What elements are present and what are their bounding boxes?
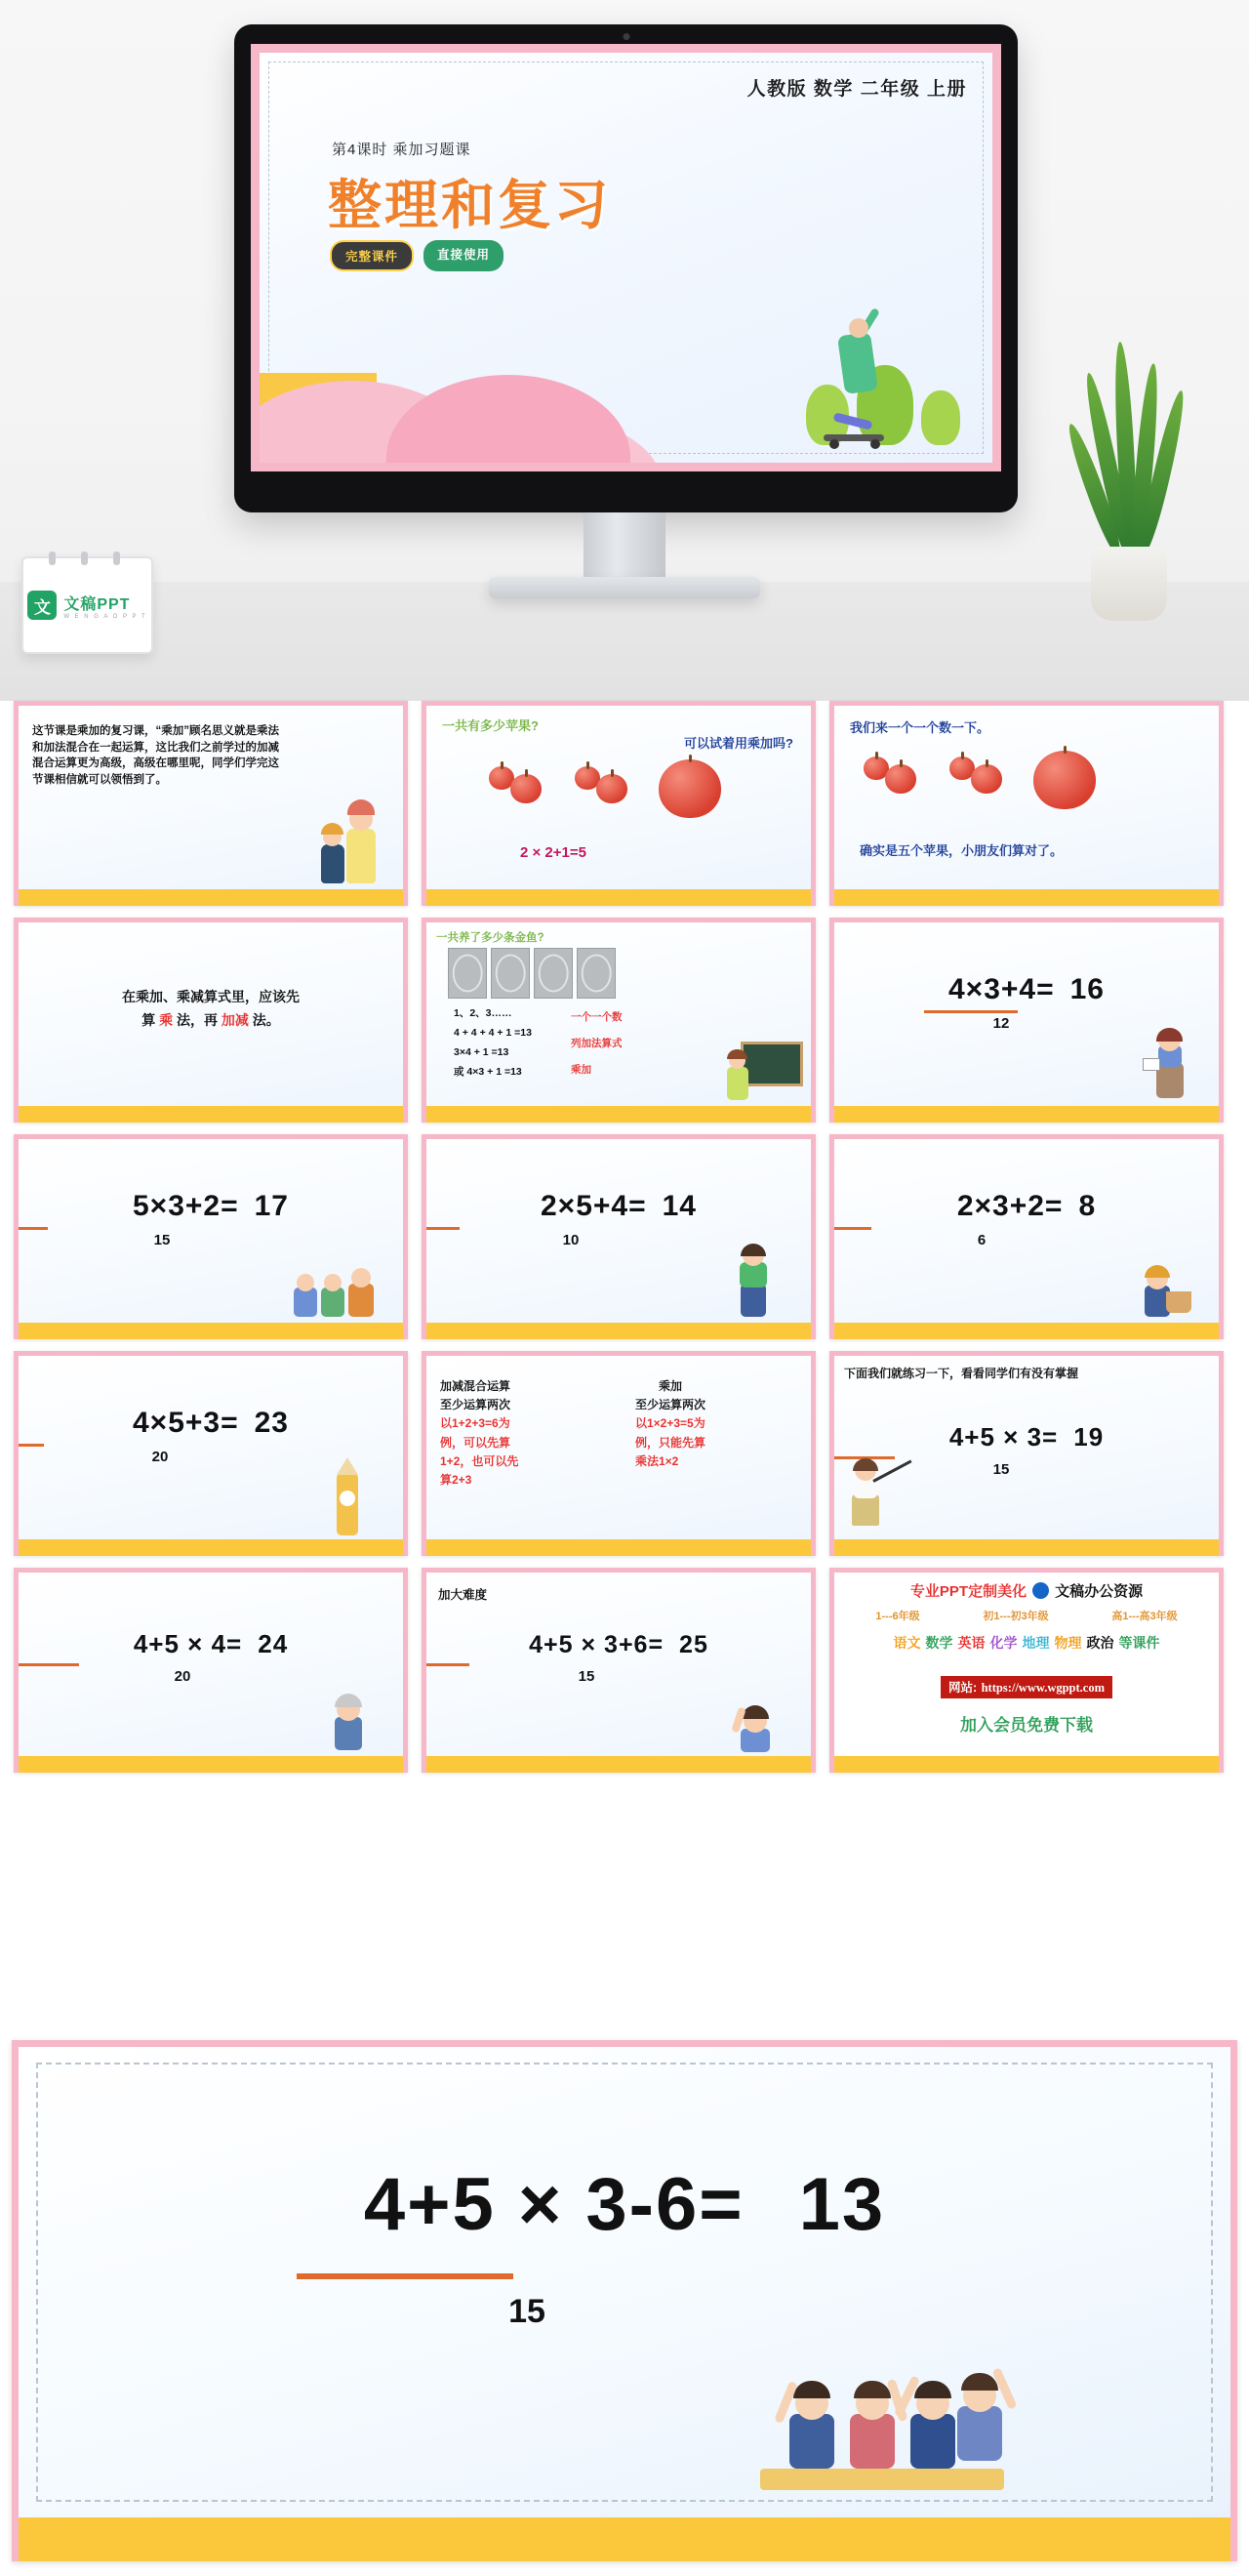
slide02-formula: 2 × 2+1=5: [520, 844, 586, 861]
slide05-row1-right: 一个一个数: [571, 1011, 623, 1023]
apple-icon: [971, 764, 1002, 794]
slide07-underbar: [19, 1227, 48, 1230]
thumbnail-footer-band: [834, 1105, 1219, 1123]
feature-expr: 4+5 × 3-6=: [363, 2163, 745, 2246]
decor-hill: [386, 375, 630, 463]
feature-dashed-border: [36, 2063, 1213, 2502]
thumbnail-footer-band: [426, 888, 811, 906]
thumbnail-footer-band: [426, 1538, 811, 1556]
slide04-rule-line1: 在乘加、乘减算式里，应该先: [122, 989, 300, 1004]
badge-group: [330, 240, 504, 271]
slide14-header: 加大难度: [438, 1588, 488, 1602]
slide13-underbar: [19, 1663, 79, 1666]
feature-equation: [19, 2162, 1230, 2247]
badge-direct-use: 直接使用: [423, 240, 504, 271]
slide10-expr: 4×5+3=: [133, 1407, 239, 1439]
thumbnail-row: [14, 1351, 1235, 1556]
slide14-underbar: [426, 1663, 469, 1666]
skater-body: [837, 332, 878, 394]
brand-name: 文稿PPT: [63, 595, 131, 613]
slide06-sub: 12: [992, 1015, 1010, 1032]
feature-slide: [19, 2047, 1230, 2517]
promo-subject-2: 数学: [925, 1635, 953, 1651]
slide02-question: 一共有多少苹果?: [442, 718, 539, 733]
slide09-expr: 2×3+2=: [956, 1190, 1064, 1222]
brand-subtitle: W E N G A O P P T: [63, 613, 147, 620]
slide05-row4-left: 或 4×3 + 1 =13: [454, 1065, 522, 1078]
kid-with-basket-figure: [1127, 1247, 1191, 1317]
classroom-desk: [760, 2469, 1004, 2490]
slide13-expr: 4+5 × 4=: [133, 1629, 243, 1658]
skater-head: [849, 318, 868, 338]
slide-thumbnail-13[interactable]: [14, 1568, 408, 1773]
fishbowl-photo: [448, 948, 487, 999]
slide-thumbnail-12[interactable]: [829, 1351, 1224, 1556]
slide-thumbnail-04[interactable]: [14, 918, 408, 1123]
teacher-pointer-figure: [846, 1457, 914, 1526]
fishbowl-photo: [577, 948, 616, 999]
slide-thumbnail-14[interactable]: [422, 1568, 816, 1773]
feature-footer-band: [19, 2511, 1230, 2561]
slide-thumbnail-01[interactable]: [14, 701, 408, 906]
slide11-right-detail-1: 以1×2+3=5为: [635, 1416, 705, 1431]
slide11-right-title: 乘加: [659, 1379, 683, 1393]
apple-icon: [885, 764, 916, 794]
promo-headline-left: 专业PPT定制美化: [909, 1583, 1027, 1600]
promo-grade-2: 初1---初3年级: [983, 1611, 1049, 1622]
slide14-equation: [426, 1631, 811, 1685]
plant-pot: [1091, 547, 1167, 621]
promo-subject-4: 化学: [989, 1635, 1018, 1651]
slide05-row2-right: 列加法算式: [571, 1037, 623, 1049]
slide04-rule-hl2: 加减: [221, 1012, 249, 1029]
slide14-sub: 15: [578, 1668, 595, 1685]
promo-headline-right: 文稿办公资源: [1055, 1583, 1144, 1600]
slide13-equation: [19, 1629, 403, 1685]
slide11-right-detail-3: 乘法1×2: [635, 1453, 679, 1468]
slide14-result: 25: [679, 1631, 708, 1658]
slide05-row1-left: 1、2、3……: [454, 1007, 512, 1019]
slide09-sub: 6: [977, 1232, 987, 1248]
promo-grade-3: 高1---高3年级: [1111, 1611, 1178, 1622]
teacher-and-girl-figure: [303, 790, 382, 883]
slide05-row3-left: 3×4 + 1 =13: [454, 1045, 509, 1058]
slide06-equation: [834, 973, 1219, 1032]
monitor-stand-base: [489, 577, 760, 598]
slide-thumbnail-06[interactable]: [829, 918, 1224, 1123]
thumbnail-footer-band: [19, 1538, 403, 1556]
feature-sub: 15: [508, 2293, 545, 2330]
desk-calendar: [21, 556, 153, 654]
monitor-mockup: [234, 24, 1018, 512]
skateboard-wheel: [829, 439, 839, 449]
slide10-underbar: [19, 1444, 44, 1447]
slide-thumbnail-05[interactable]: [422, 918, 816, 1123]
slide-thumbnail-09[interactable]: [829, 1134, 1224, 1339]
slide11-left-title: 加减混合运算: [440, 1379, 511, 1393]
slide-thumbnail-02[interactable]: [422, 701, 816, 906]
thumbnail-footer-band: [19, 1755, 403, 1773]
slide03-question: 我们来一个一个数一下。: [850, 720, 990, 735]
boy-at-blackboard-figure: [715, 1030, 803, 1100]
slide-thumbnail-07[interactable]: [14, 1134, 408, 1339]
slide11-left-detail-1: 以1+2+3=6为: [440, 1416, 510, 1431]
thumbnail-row: [14, 1134, 1235, 1339]
slide-thumbnail-08[interactable]: [422, 1134, 816, 1339]
slide12-sub: 15: [992, 1461, 1010, 1478]
slide12-result: 19: [1073, 1422, 1105, 1452]
promo-subject-7: 政治: [1086, 1635, 1114, 1651]
wg-logo-icon: [1032, 1582, 1049, 1599]
slide05-row3-right: 乘加: [571, 1063, 591, 1076]
thumbnail-footer-band: [834, 1755, 1219, 1773]
calendar-rings: [49, 552, 120, 565]
thumbnail-footer-band: [426, 1322, 811, 1339]
promo-site-label: 网站:: [947, 1681, 978, 1695]
slide08-sub: 10: [562, 1232, 580, 1248]
apple-icon: [1033, 751, 1096, 809]
slide11-left-detail-2: 例，可以先算: [440, 1435, 511, 1450]
promo-subject-1: 语文: [893, 1635, 921, 1651]
slide11-right-detail-2: 例，只能先算: [635, 1435, 706, 1450]
boy-standing-figure: [729, 1243, 778, 1317]
promo-subject-6: 物理: [1054, 1635, 1082, 1651]
promo-subject-3: 英语: [957, 1635, 986, 1651]
slide08-expr: 2×5+4=: [541, 1190, 647, 1222]
promo-subject-5: 地理: [1022, 1635, 1050, 1651]
slide-thumbnail-11[interactable]: [422, 1351, 816, 1556]
apple-icon: [510, 774, 542, 803]
slide10-result: 23: [254, 1407, 289, 1439]
promo-site-url[interactable]: https://www.wgppt.com: [981, 1681, 1106, 1695]
thumbnail-footer-band: [19, 888, 403, 906]
slide13-result: 24: [258, 1629, 289, 1658]
slide-thumbnail-grid: [0, 701, 1249, 1784]
slide-thumbnail-15[interactable]: [829, 1568, 1224, 1773]
slide11-left-detail-3: 1+2，也可以先: [440, 1453, 519, 1468]
slide13-sub: 20: [174, 1668, 191, 1685]
slide04-rule-hl1: 乘: [159, 1012, 174, 1029]
skateboard-wheel: [870, 439, 880, 449]
slide09-result: 8: [1078, 1190, 1097, 1222]
slide01-line-1: 这节课是乘加的复习课，“乘加”顾名思义就是乘法: [32, 725, 279, 737]
slide02-prompt: 可以试着用乘加吗?: [684, 736, 793, 751]
monitor-stand-neck: [584, 512, 665, 579]
feature-underbar: [297, 2273, 513, 2279]
thumbnail-footer-band: [19, 1322, 403, 1339]
slide01-line-3: 混合运算更为高级，高级在哪里呢，同学们学完这: [32, 757, 279, 770]
slide05-row2-left: 4 + 4 + 4 + 1 =13: [454, 1026, 532, 1039]
desk-surface: [0, 582, 1249, 701]
brand-mark-icon: 文: [27, 591, 57, 620]
slide07-expr: 5×3+2=: [133, 1190, 239, 1222]
slide08-result: 14: [662, 1190, 697, 1222]
slide08-underbar: [426, 1227, 460, 1230]
thumbnail-footer-band: [426, 1105, 811, 1123]
slide12-expr: 4+5 × 3=: [948, 1422, 1059, 1452]
thumbnail-footer-band: [834, 1322, 1219, 1339]
thumbnail-row: [14, 701, 1235, 906]
page-title: 整理和复习: [328, 175, 612, 235]
slide05-question: 一共养了多少条金鱼?: [436, 932, 544, 944]
tree-icon: [921, 390, 960, 445]
slide06-expr: 4×3+4=: [948, 973, 1055, 1005]
fishbowl-photo: [534, 948, 573, 999]
slide07-equation: [19, 1190, 403, 1248]
thumbnail-footer-band: [834, 1538, 1219, 1556]
girl-reading-figure: [1133, 1026, 1193, 1098]
pencil-character-figure: [325, 1453, 368, 1535]
slide01-line-2: 和加法混合在一起运算，这比我们之前学过的加减: [32, 741, 279, 754]
fishbowl-photo: [491, 948, 530, 999]
apple-icon: [596, 774, 627, 803]
slide07-result: 17: [254, 1190, 289, 1222]
lesson-label: 第4课时 乘加习题课: [332, 142, 471, 158]
slide09-underbar: [834, 1227, 871, 1230]
slide-thumbnail-10[interactable]: [14, 1351, 408, 1556]
title-slide-frame: [251, 44, 1001, 471]
kid-raising-hand-figure: [719, 1692, 786, 1752]
promo-cta[interactable]: 加入会员免费下载: [960, 1716, 1093, 1735]
slide11-left-detail-4: 算2+3: [440, 1472, 472, 1487]
thumbnail-row: [14, 1568, 1235, 1773]
promo-subject-8: 等课件: [1118, 1635, 1160, 1651]
slide09-equation: [834, 1190, 1219, 1248]
slide11-left-subtitle: 至少运算两次: [440, 1398, 511, 1412]
thumbnail-footer-band: [834, 888, 1219, 906]
slide08-equation: [426, 1190, 811, 1248]
textbook-info: 人教版 数学 二年级 上册: [746, 79, 967, 100]
slide-thumbnail-03[interactable]: [829, 701, 1224, 906]
slide04-rule-a: 算: [141, 1012, 156, 1029]
slide04-rule-b: 法，再: [177, 1012, 218, 1029]
slide10-sub: 20: [151, 1449, 169, 1465]
slide03-answer: 确实是五个苹果，小朋友们算对了。: [860, 843, 1064, 858]
promo-grade-1: 1---6年级: [875, 1611, 920, 1622]
slide14-expr: 4+5 × 3+6=: [529, 1631, 665, 1658]
grandma-figure: [319, 1680, 374, 1750]
thumbnail-row: [14, 918, 1235, 1123]
hero-banner: [0, 0, 1249, 701]
slide12-header: 下面我们就练习一下，看看同学们有没有掌握: [844, 1367, 1079, 1380]
slide07-sub: 15: [153, 1232, 171, 1248]
slide06-result: 16: [1069, 973, 1105, 1005]
thumbnail-footer-band: [19, 1105, 403, 1123]
slide06-underbar: [924, 1010, 1018, 1013]
title-slide: [260, 53, 992, 463]
kids-reading-figure: [280, 1256, 374, 1317]
feature-result: 13: [798, 2163, 886, 2246]
slide01-line-4: 节课相信就可以领悟到了。: [32, 774, 167, 787]
slide04-rule-c: 法。: [252, 1012, 280, 1029]
apple-icon: [659, 759, 721, 818]
feature-slide-frame[interactable]: [12, 2040, 1237, 2561]
slide11-right-subtitle: 至少运算两次: [635, 1398, 706, 1412]
webcam-icon: [623, 33, 629, 40]
badge-complete-courseware: 完整课件: [330, 240, 414, 271]
thumbnail-footer-band: [426, 1755, 811, 1773]
